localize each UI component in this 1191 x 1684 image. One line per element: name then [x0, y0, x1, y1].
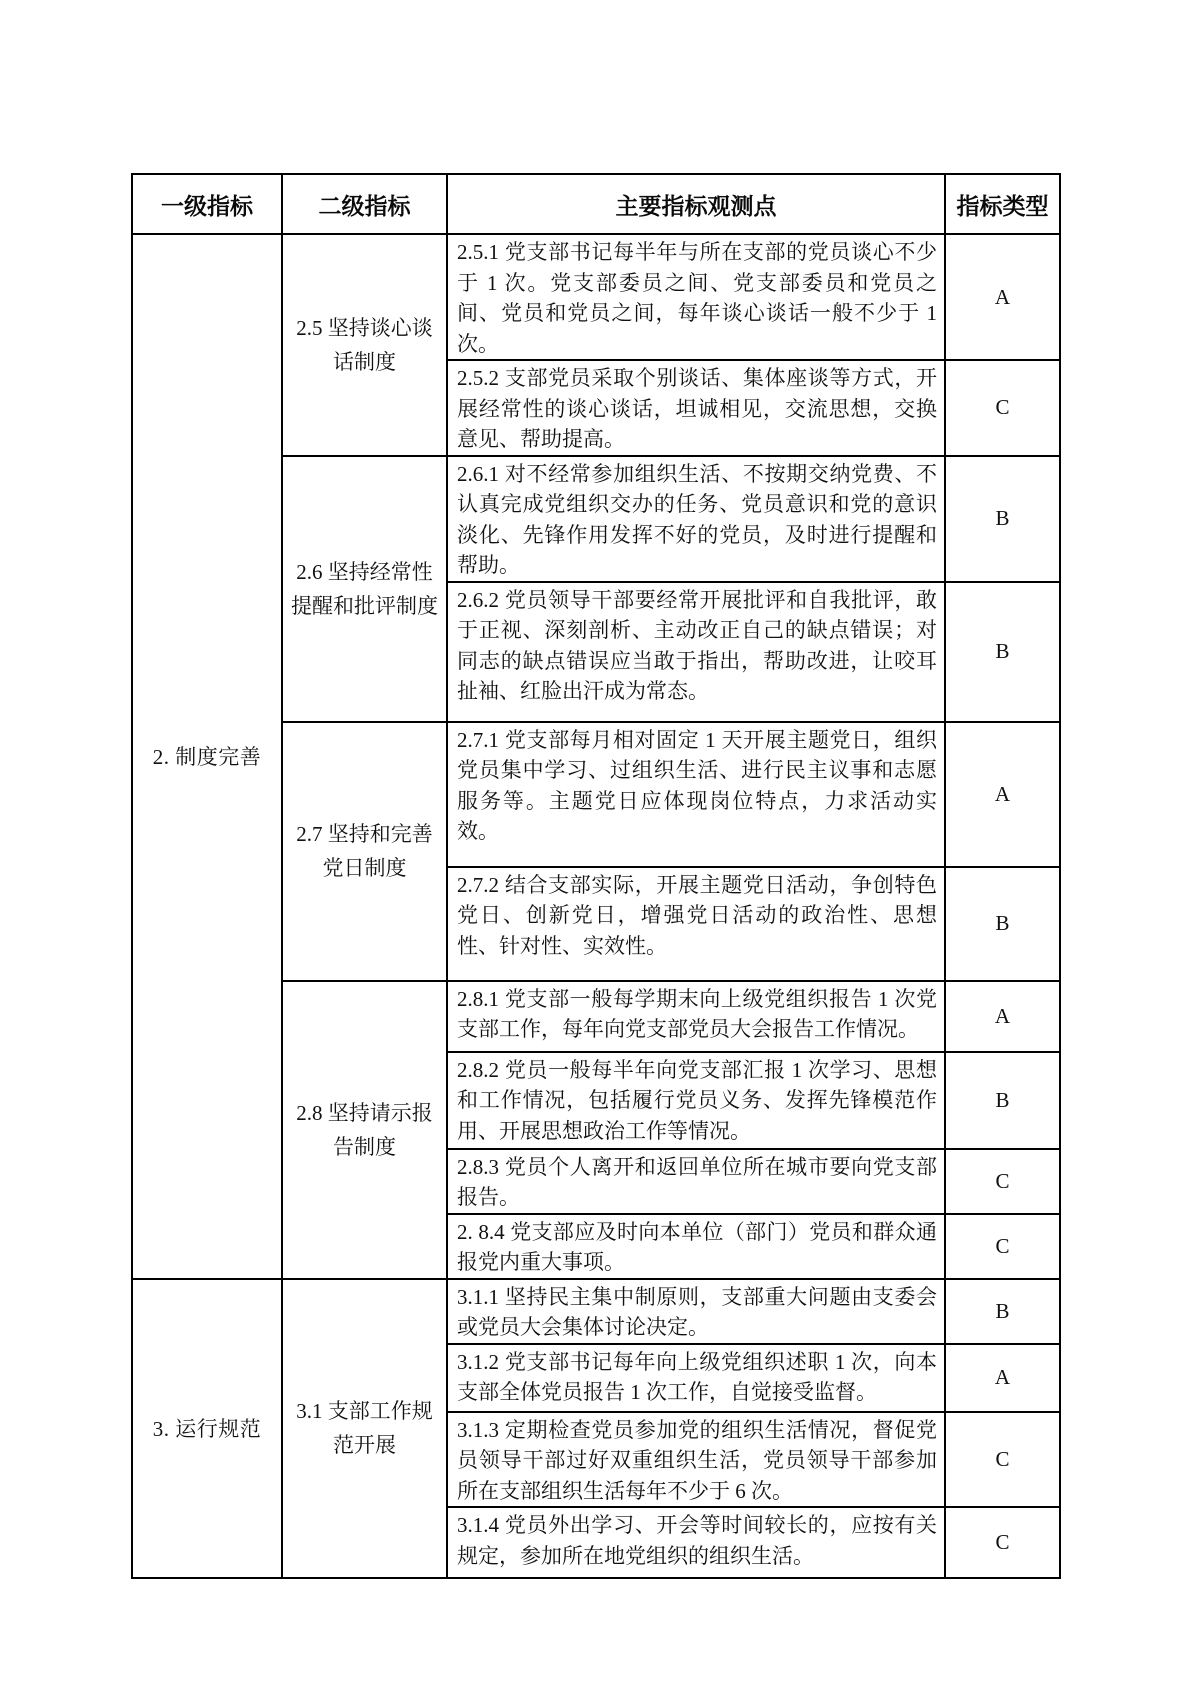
type-cell-2-8-1: A: [945, 981, 1060, 1052]
observation-cell-2-8-3: 2.8.3 党员个人离开和返回单位所在城市要向党支部报告。: [447, 1149, 945, 1214]
observation-cell-2-5-2: 2.5.2 支部党员采取个别谈话、集体座谈等方式，开展经常性的谈心谈话，坦诚相见，交流思想，交换意见、帮助提高。: [447, 360, 945, 456]
type-cell-2-8-3: C: [945, 1149, 1060, 1214]
observation-cell-2-6-2: 2.6.2 党员领导干部要经常开展批评和自我批评，敢于正视、深刻剖析、主动改正自己的缺点错误；对同志的缺点错误应当敢于指出，帮助改进，让咬耳扯袖、红脸出汗成为常态。: [447, 582, 945, 722]
type-cell-3-1-4: C: [945, 1507, 1060, 1578]
observation-cell-2-8-2: 2.8.2 党员一般每半年向党支部汇报 1 次学习、思想和工作情况，包括履行党员义务、发挥先锋模范作用、开展思想政治工作等情况。: [447, 1052, 945, 1149]
level2-cell-2-5: 2.5 坚持谈心谈话制度: [282, 234, 447, 456]
table-row: [132, 234, 1060, 360]
header-observation: 主要指标观测点: [447, 174, 945, 234]
header-type: 指标类型: [945, 174, 1060, 234]
observation-cell-3-1-3: 3.1.3 定期检查党员参加党的组织生活情况，督促党员领导干部过好双重组织生活，党员领导干部参加所在支部组织生活每年不少于 6 次。: [447, 1412, 945, 1508]
observation-cell-2-8-1: 2.8.1 党支部一般每学期末向上级党组织报告 1 次党支部工作，每年向党支部党员大会报告工作情况。: [447, 981, 945, 1052]
header-level2: 二级指标: [282, 174, 447, 234]
header-row: [132, 174, 1060, 234]
observation-cell-3-1-2: 3.1.2 党支部书记每年向上级党组织述职 1 次，向本支部全体党员报告 1 次工作，自觉接受监督。: [447, 1344, 945, 1412]
type-cell-2-7-1: A: [945, 722, 1060, 867]
table-row: [132, 1279, 1060, 1344]
level2-cell-3-1: 3.1 支部工作规范开展: [282, 1279, 447, 1579]
level2-cell-2-7: 2.7 坚持和完善党日制度: [282, 722, 447, 981]
type-cell-2-6-2: B: [945, 582, 1060, 722]
type-cell-2-6-1: B: [945, 456, 1060, 582]
type-cell-3-1-2: A: [945, 1344, 1060, 1412]
type-cell-2-8-4: C: [945, 1214, 1060, 1279]
level2-cell-2-8: 2.8 坚持请示报告制度: [282, 981, 447, 1279]
level2-cell-2-6: 2.6 坚持经常性提醒和批评制度: [282, 456, 447, 722]
observation-cell-2-6-1: 2.6.1 对不经常参加组织生活、不按期交纳党费、不认真完成党组织交办的任务、党员意识和党的意识淡化、先锋作用发挥不好的党员，及时进行提醒和帮助。: [447, 456, 945, 582]
type-cell-2-5-1: A: [945, 234, 1060, 360]
observation-cell-2-7-2: 2.7.2 结合支部实际，开展主题党日活动，争创特色党日、创新党日，增强党日活动的政治性、思想性、针对性、实效性。: [447, 867, 945, 981]
type-cell-2-5-2: C: [945, 360, 1060, 456]
observation-cell-3-1-1: 3.1.1 坚持民主集中制原则，支部重大问题由支委会或党员大会集体讨论决定。: [447, 1279, 945, 1344]
observation-cell-2-5-1: 2.5.1 党支部书记每半年与所在支部的党员谈心不少于 1 次。党支部委员之间、党支部委员和党员之间、党员和党员之间，每年谈心谈话一般不少于 1次。: [447, 234, 945, 360]
type-cell-2-8-2: B: [945, 1052, 1060, 1149]
type-cell-2-7-2: B: [945, 867, 1060, 981]
type-cell-3-1-3: C: [945, 1412, 1060, 1508]
observation-cell-3-1-4: 3.1.4 党员外出学习、开会等时间较长的，应按有关规定，参加所在地党组织的组织生活。: [447, 1507, 945, 1578]
observation-cell-2-8-4: 2. 8.4 党支部应及时向本单位（部门）党员和群众通报党内重大事项。: [447, 1214, 945, 1279]
header-level1: 一级指标: [132, 174, 282, 234]
level1-cell-3: 3. 运行规范: [132, 1279, 282, 1579]
level1-cell-2: 2. 制度完善: [132, 234, 282, 1279]
indicator-table: [131, 173, 1061, 1579]
type-cell-3-1-1: B: [945, 1279, 1060, 1344]
observation-cell-2-7-1: 2.7.1 党支部每月相对固定 1 天开展主题党日，组织党员集中学习、过组织生活、进行民主议事和志愿服务等。主题党日应体现岗位特点，力求活动实效。: [447, 722, 945, 867]
